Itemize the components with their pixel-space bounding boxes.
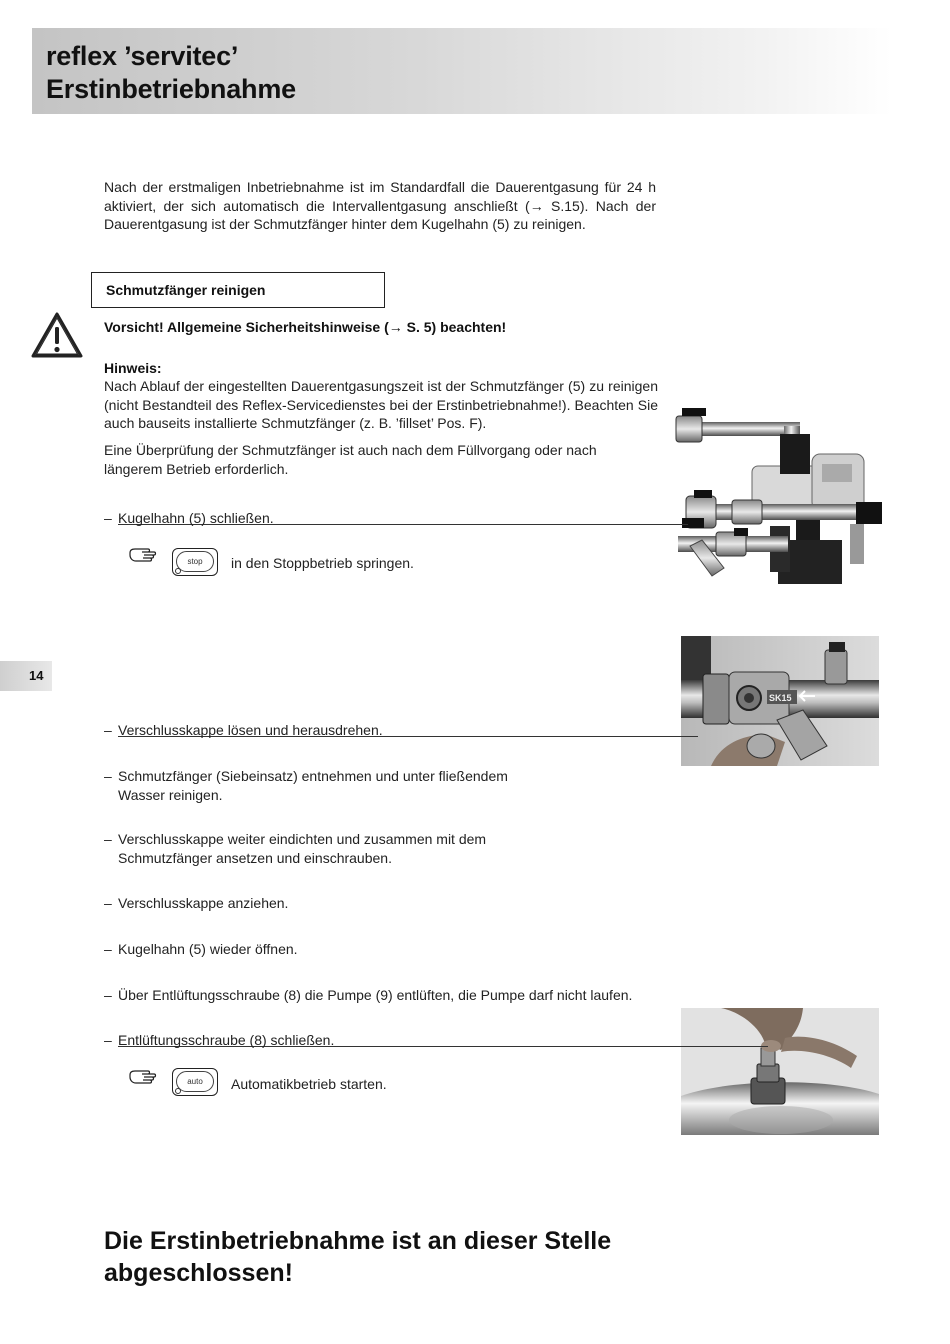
step-text: Kugelhahn (5) wieder öffnen. [118, 941, 298, 957]
step-text: Verschlusskappe lösen und herausdrehen. [118, 722, 383, 738]
step-text: Schmutzfänger (Siebeinsatz) entnehmen und unter fließendem [118, 768, 508, 784]
step-dash: – [104, 1032, 112, 1048]
step-dash: – [104, 510, 112, 526]
vent-screw-photo [681, 1008, 879, 1135]
auto-key-instruction: Automatikbetrieb starten. [231, 1076, 387, 1092]
step-dash: – [104, 895, 112, 911]
step-text: Entlüftungsschraube (8) schließen. [118, 1032, 335, 1048]
page-title-line1: reflex ’servitec’ [46, 41, 239, 71]
note-text: Nach Ablauf der eingestellten Dauerentgasungszeit ist der Schmutzfänger (5) zu reinigen (nicht Bestandteil des Reflex-Servicedienstes bei der Erstinbetriebnahme!). Beachten Sie auch bauseits installierte Schmutzfänger (z. B. ’fillset’ Pos. F). [104, 378, 658, 431]
caution-text: Vorsicht! Allgemeine Sicherheitshinweise (→ S. 5) beachten! [104, 319, 507, 335]
strainer-photo [681, 636, 879, 766]
page-title-line2: Erstinbetriebnahme [46, 74, 296, 104]
stop-key-button[interactable] [172, 548, 218, 576]
section-heading: Schmutzfänger reinigen [91, 272, 385, 308]
note-text-2: Eine Überprüfung der Schmutzfänger ist auch nach dem Füllvorgang oder nach längerem Betrieb erforderlich. [104, 442, 597, 477]
step-dash: – [104, 768, 112, 784]
closing-line2: abgeschlossen! [104, 1259, 293, 1287]
step-dash: – [104, 722, 112, 738]
auto-key-label: auto [176, 1071, 214, 1092]
auto-key-button[interactable] [172, 1068, 218, 1096]
intro-paragraph: Nach der erstmaligen Inbetriebnahme ist im Standardfall die Dauerentgasung für 24 h aktiviert, der sich automatisch die Intervallentgasung anschließt (→ S.15). Nach der Dauerentgasung ist der Schmutzfänger hinter dem Kugelhahn (5) zu reinigen. [104, 179, 656, 232]
page-number: 14 [0, 661, 52, 691]
step-dash: – [104, 941, 112, 957]
step-text: Über Entlüftungsschraube (8) die Pumpe (9) entlüften, die Pumpe darf nicht laufen. [118, 987, 633, 1003]
stop-key-label: stop [176, 551, 214, 572]
step-dash: – [104, 831, 112, 847]
step-text: Verschlusskappe anziehen. [118, 895, 289, 911]
step-reseal-cap [104, 830, 486, 867]
key-led-icon [175, 1088, 181, 1094]
step-text: Kugelhahn (5) schließen. [118, 510, 274, 526]
note-title: Hinweis: [104, 360, 162, 376]
step-open-ball-valve [104, 940, 298, 959]
step-close-ball-valve [104, 509, 274, 528]
stop-key-instruction: in den Stoppbetrieb springen. [231, 555, 414, 571]
step-text: Verschlusskappe weiter eindichten und zusammen mit dem [118, 831, 487, 847]
closing-statement [104, 1225, 611, 1289]
warning-triangle-icon [30, 311, 84, 359]
valve-assembly-photo [672, 404, 892, 592]
pointing-hand-icon [128, 1068, 158, 1086]
step-dash: – [104, 987, 112, 1003]
step-remove-cap [104, 721, 383, 740]
step-clean-strainer [104, 767, 508, 804]
closing-line1: Die Erstinbetriebnahme ist an dieser Stelle [104, 1227, 612, 1255]
strainer-marking-label: SK15 [769, 693, 792, 703]
step-vent-pump [104, 986, 632, 1005]
key-led-icon [175, 568, 181, 574]
pointing-hand-icon [128, 546, 158, 564]
step-text-cont: Wasser reinigen. [118, 786, 223, 803]
step-text-cont: Schmutzfänger ansetzen und einschrauben. [118, 849, 392, 866]
step-tighten-cap [104, 894, 288, 913]
step-close-vent-screw [104, 1031, 334, 1050]
page-title [46, 40, 296, 106]
